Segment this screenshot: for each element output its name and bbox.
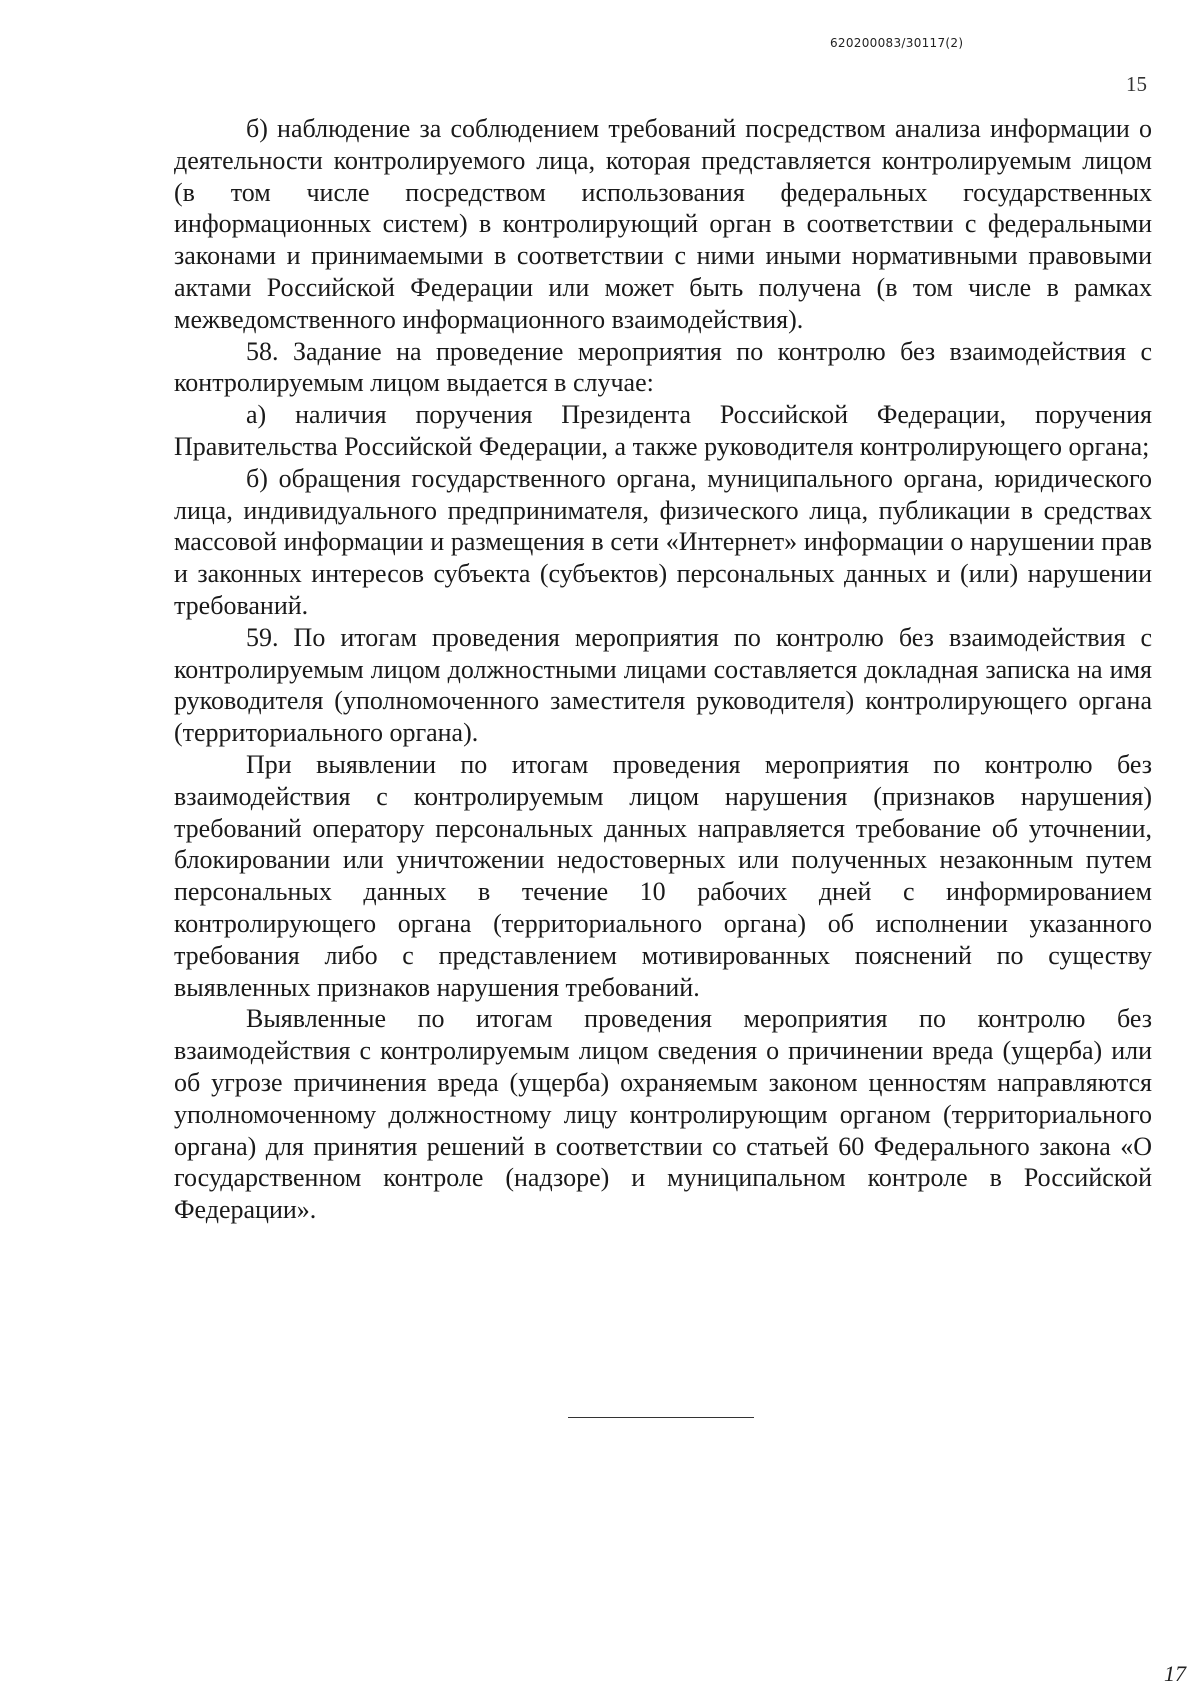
document-body [174, 113, 1152, 1226]
page-number: 15 [1126, 72, 1147, 96]
paragraph-58-a: а) наличия поручения Президента Российской Федерации, поручения Правительства Российской Федерации, а также руководителя контролирующего органа; [174, 400, 1152, 461]
handwritten-page-mark: 17 [1164, 1661, 1186, 1686]
paragraph-59-harm: Выявленные по итогам проведения мероприятия по контролю без взаимодействия с контролируемым лицом сведения о причинении вреда (ущерба) или об угрозе причинения вреда (ущерба) охраняемым законом ценностям направляются уполномоченному должностному лицу контролирующим органом (территориального органа) для принятия решений в соответствии со статьей 60 Федерального закона «О государственном контроле (надзоре) и муниципальном контроле в Российской Федерации». [174, 1004, 1152, 1225]
document-id: 620200083/30117(2) [830, 36, 964, 50]
paragraph-59-violations: При выявлении по итогам проведения мероприятия по контролю без взаимодействия с контролируемым лицом нарушения (признаков нарушения) требований оператору персональных данных направляется требование об уточнении, блокировании или уничтожении недостоверных или полученных незаконным путем персональных данных в течение 10 рабочих дней с информированием контролирующего органа (территориального органа) об исполнении указанного требования либо с представлением мотивированных пояснений по существу выявленных признаков нарушения требований. [174, 749, 1152, 1002]
paragraph-59-report: 59. По итогам проведения мероприятия по контролю без взаимодействия с контролируемым лицом должностными лицами составляется докладная записка на имя руководителя (уполномоченного заместителя руководителя) контролирующего органа (территориального органа). [174, 622, 1152, 748]
paragraph-58-b: б) обращения государственного органа, муниципального органа, юридического лица, индивидуального предпринимателя, физического лица, публикации в средствах массовой информации и размещения в сети «Интернет» информации о нарушении прав и законных интересов субъекта (субъектов) персональных данных и (или) нарушении требований. [174, 463, 1152, 620]
paragraph-monitoring: б) наблюдение за соблюдением требований посредством анализа информации о деятельности контролируемого лица, которая представляется контролируемым лицом (в том числе посредством использования федеральных государственных информационных систем) в контролирующий орган в соответствии с федеральными законами и принимаемыми в соответствии с ними иными нормативными правовыми актами Российской Федерации или может быть получена (в том числе в рамках межведомственного информационного взаимодействия). [174, 114, 1152, 334]
paragraph-58-task: 58. Задание на проведение мероприятия по контролю без взаимодействия с контролируемым лицом выдается в случае: [174, 336, 1152, 398]
end-of-text-rule [568, 1417, 754, 1418]
